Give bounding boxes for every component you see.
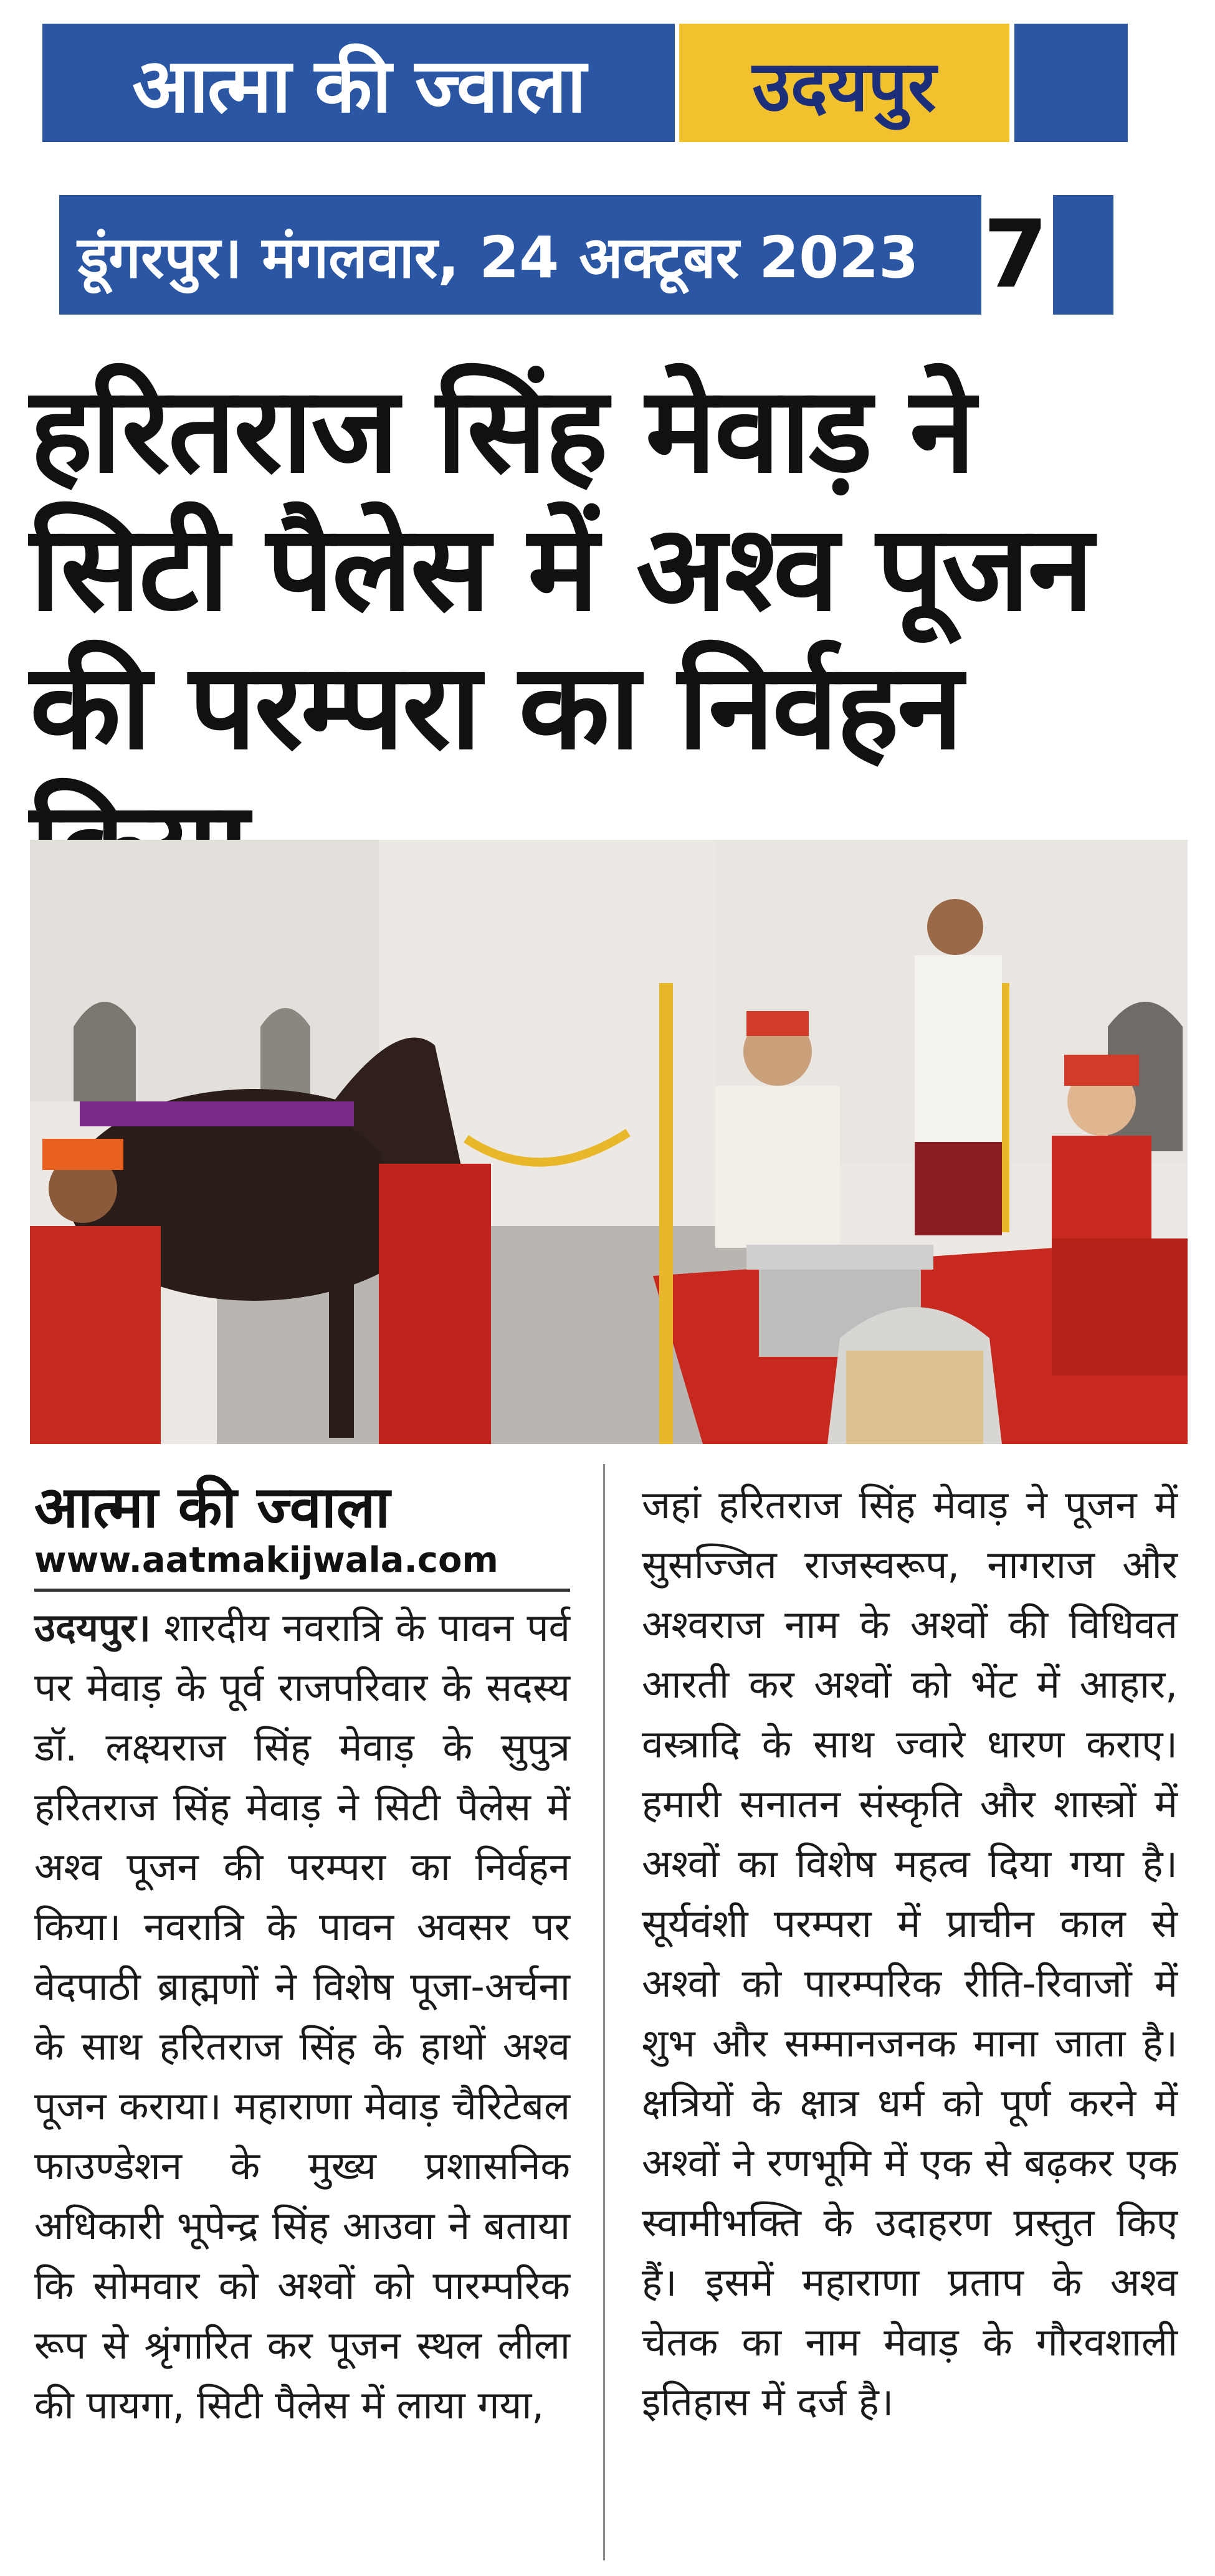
page-number: 7 <box>983 201 1049 309</box>
brand-divider <box>34 1589 570 1592</box>
column-divider <box>603 1464 605 2560</box>
article-body-right: जहां हरितराज सिंह मेवाड़ ने पूजन में सुसज्जित राजस्वरूप, नागराज और अश्वराज नाम के अश्वों की विधिवत आरती कर अश्वों को भेंट में आहार, वस्त्रादि के साथ ज्वारे धारण कराए। हमारी सनातन संस्कृति और शास्त्रों में अश्वों का विशेष महत्व दिया गया है। सूर्यवंशी परम्परा में प्राचीन काल से अश्वो को पारम्परिक रीति-रिवाजों में शुभ और सम्मानजनक माना जाता है। क्षत्रियों के क्षात्र धर्म को पूर्ण करने में अश्वों ने रणभूमि में एक से बढ़कर एक स्वामीभक्ति के उदाहरण प्रस्तुत किए हैं। इसमें महाराणा प्रताप के अश्व चेतक का नाम मेवाड़ के गौरवशाली इतिहास में दर्ज है। <box>642 1482 1178 2425</box>
article-body-left: शारदीय नवरात्रि के पावन पर्व पर मेवाड़ के पूर्व राजपरिवार के सदस्य डॉ. लक्ष्यराज सिंह मेवाड़ के सुपुत्र हरितराज सिंह मेवाड़ ने सिटी पैलेस में अश्व पूजन की परम्परा का निर्वहन किया। नवरात्रि के पावन अवसर पर वेदपाठी ब्राह्मणों ने विशेष पूजा-अर्चना के साथ हरितराज सिंह के हाथों अश्व पूजन कराया। महाराणा मेवाड़ चैरिटेबल फाउण्डेशन के मुख्य प्रशासनिक अधिकारी भूपेन्द्र सिंह आउवा ने बताया कि सोमवार को अश्वों को पारम्परिक रूप से श्रृंगारित कर पूजन स्थल लीला की पायगा, सिटी पैलेस में लाया गया, <box>34 1605 571 2428</box>
masthead-end-block <box>1014 24 1128 142</box>
edition-dateline: डूंगरपुर। मंगलवार, 24 अक्टूबर 2023 <box>78 224 919 291</box>
newspaper-title: आत्मा की ज्वाला <box>132 42 585 130</box>
article-headline: हरितराज सिंह मेवाड़ ने सिटी पैलेस में अश्व पूजन की परम्परा का निर्वहन <box>30 361 1092 776</box>
article-column-right <box>642 1475 1178 2432</box>
dateline-bar <box>59 195 981 315</box>
edition-city: उदयपुर <box>679 24 1009 142</box>
article-column-left <box>34 1598 570 2435</box>
publication-brand: आत्मा की ज्वाला <box>34 1474 391 1541</box>
page-number-block <box>1053 195 1113 315</box>
article-dateline: उदयपुर। <box>34 1605 151 1650</box>
publication-url: www.aatmakijwala.com <box>34 1540 498 1580</box>
article-photo <box>30 840 1188 1444</box>
